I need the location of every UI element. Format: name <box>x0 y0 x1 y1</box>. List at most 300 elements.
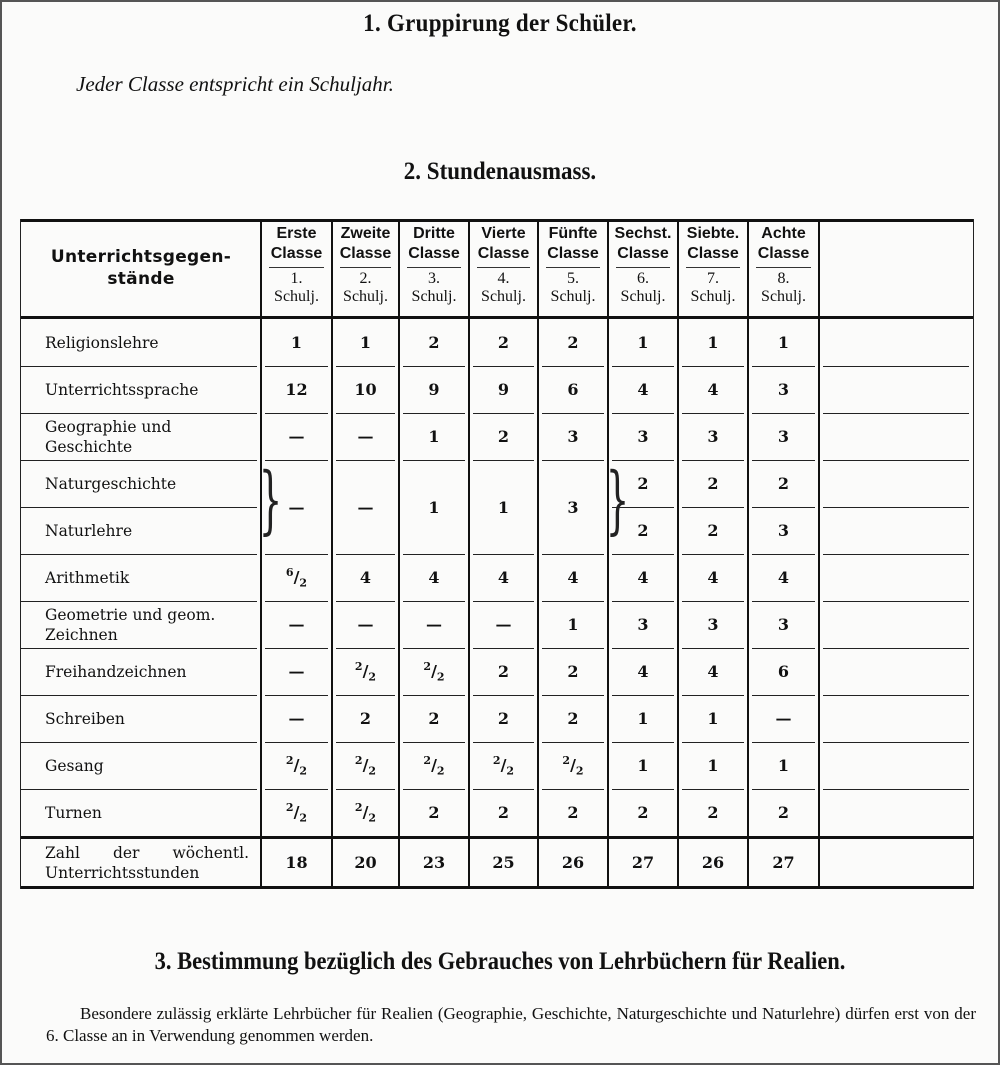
total-cell <box>469 839 538 886</box>
cell-value: 2 <box>637 521 649 540</box>
subject-label <box>45 695 255 742</box>
table-cell <box>469 648 538 695</box>
cell-value: 2 <box>497 709 510 728</box>
cell-value: 4 <box>777 568 790 587</box>
class-year-separator <box>546 267 600 268</box>
cell-value: 1 <box>428 497 440 517</box>
cell-value: — <box>357 427 374 446</box>
subject-label-text <box>45 568 129 588</box>
fraction-slash: / <box>431 661 437 681</box>
table-cell <box>469 366 538 413</box>
class-column-header <box>469 221 538 316</box>
fraction-numerator: 2 <box>285 800 294 814</box>
table-cell <box>678 742 748 789</box>
table-cell <box>608 742 678 789</box>
table-cell <box>399 695 469 742</box>
class-name-line1: Vierte <box>481 225 526 242</box>
table-cell <box>748 460 819 507</box>
table-cell <box>332 789 399 836</box>
row-rule <box>823 601 969 602</box>
cell-value: 4 <box>707 380 719 399</box>
fraction-denominator: 2 <box>368 811 377 825</box>
table-cell <box>261 648 332 695</box>
subject-line: Gesang <box>45 756 104 775</box>
school-year-label: Schulj. <box>620 288 666 305</box>
school-year-label: Schulj. <box>343 288 388 305</box>
class-name-line2: Classe <box>757 245 810 262</box>
total-cell <box>678 839 748 886</box>
table-cell <box>399 601 469 648</box>
cell-value: 1 <box>637 756 649 775</box>
cell-value: 2 <box>497 803 510 822</box>
table-cell <box>538 413 608 460</box>
table-cell <box>748 366 819 413</box>
subject-label <box>45 413 255 460</box>
table-cell <box>261 366 332 413</box>
table-cell <box>608 789 678 836</box>
school-year <box>551 270 596 306</box>
total-value: 23 <box>422 853 446 872</box>
cell-value <box>423 754 444 778</box>
table-cell <box>678 460 748 507</box>
cell-value: — <box>426 615 442 634</box>
total-label-line: Zahl der wöchentl. <box>45 843 249 862</box>
cell-value: 3 <box>777 380 790 399</box>
class-name-line2: Classe <box>547 245 599 262</box>
table-cell <box>261 695 332 742</box>
subject-label <box>45 319 255 366</box>
class-column-header <box>748 221 819 316</box>
subject-line: Geometrie und geom. <box>45 605 216 624</box>
table-cell <box>332 648 399 695</box>
table-cell <box>678 601 748 648</box>
cell-value <box>286 801 307 825</box>
fraction-denominator: 2 <box>299 764 308 778</box>
cell-value: — <box>288 427 305 446</box>
class-column-header <box>332 221 399 316</box>
cell-value: — <box>357 615 374 634</box>
cell-value: — <box>288 615 305 634</box>
class-name <box>547 221 599 264</box>
cell-value: 4 <box>707 568 719 587</box>
cell-value: 2 <box>707 474 719 493</box>
table-cell <box>399 319 469 366</box>
table-cell <box>261 554 332 601</box>
cell-value: 1 <box>567 615 579 634</box>
fraction-numerator: 2 <box>354 800 363 814</box>
class-name-line1: Sechst. <box>614 225 672 242</box>
cell-value: 4 <box>637 568 649 587</box>
school-year-label: Schulj. <box>274 288 319 305</box>
fraction-denominator: 2 <box>506 764 515 778</box>
table-cell-merged <box>538 460 608 554</box>
row-rule <box>823 413 969 414</box>
school-year-number: 6. <box>636 270 649 287</box>
cell-value: 1 <box>777 756 790 775</box>
class-column-header <box>608 221 678 316</box>
section-1-text: Jeder Classe entspricht ein Schuljahr. <box>76 72 394 96</box>
fraction-denominator: 2 <box>575 764 584 778</box>
cell-value: 3 <box>707 615 719 634</box>
fraction-denominator: 2 <box>436 764 445 778</box>
table-cell <box>678 789 748 836</box>
cell-value: 4 <box>707 662 719 681</box>
cell-value: 4 <box>637 662 649 681</box>
row-rule <box>823 554 969 555</box>
table-cell <box>261 742 332 789</box>
fraction-denominator: 2 <box>299 576 308 590</box>
cell-value: 3 <box>637 615 649 634</box>
table-cell <box>678 413 748 460</box>
total-value: 27 <box>772 853 795 872</box>
school-year <box>481 270 526 306</box>
table-cell <box>608 554 678 601</box>
class-year-separator <box>477 267 530 268</box>
total-cell <box>608 839 678 886</box>
table-cell <box>748 742 819 789</box>
subject-line: Unterrichtssprache <box>45 380 199 399</box>
total-label-text <box>45 843 249 883</box>
table-cell <box>538 601 608 648</box>
class-name-line1: Erste <box>276 225 317 242</box>
section-2-heading: 2. Stundenausmass. <box>403 158 597 185</box>
subject-label-text <box>45 380 198 400</box>
subject-label-text <box>45 474 176 494</box>
class-column-header <box>399 221 469 316</box>
table-cell <box>332 742 399 789</box>
class-name-line1: Siebte. <box>686 225 740 242</box>
cell-value <box>286 566 307 590</box>
table-cell-merged <box>399 460 469 554</box>
class-year-separator <box>756 267 811 268</box>
fraction-slash: / <box>362 661 369 681</box>
row-rule <box>823 366 969 367</box>
cell-value: 4 <box>428 568 440 587</box>
cell-value: 2 <box>777 803 790 822</box>
cell-value: 2 <box>428 333 440 352</box>
brace-right: } <box>605 457 630 543</box>
table-cell <box>332 695 399 742</box>
class-name-line1: Dritte <box>413 225 455 242</box>
cell-value: — <box>288 662 305 681</box>
cell-value: 2 <box>567 803 579 822</box>
class-name <box>271 221 323 264</box>
table-cell <box>748 507 819 554</box>
row-rule <box>823 789 969 790</box>
fraction-slash: / <box>362 802 369 822</box>
table-cell <box>469 742 538 789</box>
school-year-number: 8. <box>777 270 790 287</box>
subject-label-text <box>45 756 104 776</box>
total-value: 26 <box>701 853 725 872</box>
class-name-line2: Classe <box>617 245 669 262</box>
cell-value: 3 <box>777 427 790 446</box>
table-cell <box>748 601 819 648</box>
table-cell <box>399 742 469 789</box>
table-cell <box>399 648 469 695</box>
table-cell <box>748 319 819 366</box>
table-cell-merged <box>469 460 538 554</box>
cell-value <box>355 754 376 778</box>
cell-value <box>355 801 376 825</box>
cell-value <box>493 754 514 778</box>
table-cell <box>538 648 608 695</box>
fraction-denominator: 2 <box>299 811 308 825</box>
cell-value: 1 <box>777 333 790 352</box>
table-cell <box>399 554 469 601</box>
table-cell <box>469 695 538 742</box>
school-year <box>691 270 736 306</box>
fraction-numerator: 2 <box>285 753 294 767</box>
cell-value: — <box>495 615 512 634</box>
total-value: 20 <box>354 853 377 872</box>
fraction-slash: / <box>293 755 300 775</box>
row-rule <box>823 742 969 743</box>
subject-header-line: stände <box>107 268 175 289</box>
cell-value: 4 <box>497 568 510 587</box>
cell-value: 3 <box>567 427 579 446</box>
school-year-number: 1. <box>290 270 303 287</box>
total-value: 18 <box>285 853 308 872</box>
class-column-header <box>678 221 748 316</box>
table-cell <box>748 554 819 601</box>
brace-left: } <box>258 457 283 543</box>
cell-value: 3 <box>777 521 790 540</box>
subject-label-text <box>45 803 102 823</box>
table-cell <box>678 648 748 695</box>
total-cell <box>748 839 819 886</box>
table-cell <box>399 789 469 836</box>
hours-table <box>20 219 974 889</box>
total-label <box>45 839 249 886</box>
cell-value: 2 <box>428 709 440 728</box>
table-cell <box>261 789 332 836</box>
subject-line: Freihandzeichnen <box>45 662 187 681</box>
school-year <box>621 270 666 306</box>
school-year <box>343 270 388 306</box>
total-value: 27 <box>631 853 655 872</box>
table-cell <box>538 366 608 413</box>
cell-value: 1 <box>428 427 440 446</box>
cell-value: 4 <box>637 380 649 399</box>
class-name <box>615 221 672 264</box>
table-cell <box>332 554 399 601</box>
cell-value: 2 <box>567 333 579 352</box>
table-cell <box>678 507 748 554</box>
subject-line: Religionslehre <box>45 333 159 352</box>
subject-label <box>45 789 255 836</box>
cell-value <box>423 660 444 684</box>
cell-value: 2 <box>497 662 510 681</box>
table-cell <box>399 413 469 460</box>
class-year-separator <box>340 267 391 268</box>
subject-label-text <box>45 417 171 457</box>
table-cell <box>332 319 399 366</box>
subject-label <box>45 366 255 413</box>
total-cell <box>399 839 469 886</box>
class-name-line2: Classe <box>270 245 323 262</box>
subject-line: Geschichte <box>45 437 133 456</box>
class-name-line2: Classe <box>687 245 739 262</box>
fraction-numerator: 2 <box>492 753 501 767</box>
cell-value: 6 <box>777 662 790 681</box>
school-year-label: Schulj. <box>481 288 526 305</box>
table-cell <box>469 601 538 648</box>
table-cell <box>678 554 748 601</box>
subject-label <box>45 554 255 601</box>
table-cell <box>538 742 608 789</box>
cell-value: 1 <box>707 709 719 728</box>
fraction-numerator: 6 <box>285 565 294 579</box>
table-cell <box>538 319 608 366</box>
class-name-line2: Classe <box>339 245 392 262</box>
class-name-line1: Achte <box>761 225 806 242</box>
table-cell <box>538 695 608 742</box>
cell-value: 3 <box>777 615 790 634</box>
subject-label-text <box>45 521 132 541</box>
subject-label <box>45 460 255 507</box>
table-cell-merged <box>332 460 399 554</box>
table-cell <box>608 319 678 366</box>
subject-label-text <box>45 709 125 729</box>
class-column-header <box>261 221 332 316</box>
cell-value: 10 <box>354 380 377 399</box>
subject-line: Naturgeschichte <box>45 474 177 493</box>
subject-label <box>45 507 255 554</box>
table-cell <box>608 366 678 413</box>
table-cell <box>608 601 678 648</box>
cell-value: 1 <box>637 333 649 352</box>
fraction-slash: / <box>500 755 507 775</box>
fraction-numerator: 2 <box>423 659 432 673</box>
table-cell <box>608 648 678 695</box>
class-name <box>687 221 739 264</box>
table-cell <box>678 695 748 742</box>
table-bottom-rule <box>21 886 973 889</box>
class-column-header <box>538 221 608 316</box>
fraction-slash: / <box>362 755 369 775</box>
cell-value: 2 <box>428 803 440 822</box>
row-rule <box>823 460 969 461</box>
class-year-separator <box>407 267 461 268</box>
table-cell <box>748 413 819 460</box>
row-rule <box>823 648 969 649</box>
fraction-numerator: 2 <box>562 753 571 767</box>
fraction-denominator: 2 <box>436 670 445 684</box>
cell-value <box>286 754 307 778</box>
cell-value: 1 <box>707 756 719 775</box>
section-3-text: Besondere zulässig erklärte Lehrbücher für Realien (Geographie, Geschichte, Naturgeschichte und Naturlehre) dürfen erst von der 6. Classe an in Verwendung genommen werden. <box>46 1004 976 1045</box>
cell-value: 2 <box>359 709 372 728</box>
total-cell <box>261 839 332 886</box>
cell-value: — <box>775 709 792 728</box>
table-cell <box>469 413 538 460</box>
table-cell <box>678 366 748 413</box>
fraction-slash: / <box>293 567 300 587</box>
cell-value: — <box>288 709 305 728</box>
cell-value: 1 <box>359 333 372 352</box>
subject-line: Schreiben <box>45 709 125 728</box>
subject-line: Naturlehre <box>45 521 133 540</box>
section-1-heading: 1. Gruppirung der Schüler. <box>363 10 637 37</box>
subject-label-text <box>45 605 215 645</box>
table-cell <box>538 789 608 836</box>
school-year-label: Schulj. <box>690 288 736 305</box>
table-cell <box>608 413 678 460</box>
school-year-number: 5. <box>566 270 579 287</box>
subject-label <box>45 742 255 789</box>
cell-value: 2 <box>567 662 579 681</box>
cell-value: 12 <box>285 380 308 399</box>
subject-label <box>45 648 255 695</box>
class-year-separator <box>269 267 324 268</box>
row-rule <box>823 507 969 508</box>
cell-value <box>355 660 376 684</box>
school-year-label: Schulj. <box>761 288 806 305</box>
cell-value: 2 <box>497 427 510 446</box>
subject-column-header <box>21 219 261 316</box>
table-cell <box>332 413 399 460</box>
subject-line: Turnen <box>45 803 102 822</box>
school-year-label: Schulj. <box>550 288 596 305</box>
row-rule <box>823 695 969 696</box>
cell-value: 4 <box>359 568 372 587</box>
class-year-separator <box>616 267 670 268</box>
cell-value: 2 <box>777 474 790 493</box>
class-name-line1: Zweite <box>340 225 391 242</box>
cell-value: 2 <box>567 709 579 728</box>
section-3-heading: 3. Bestimmung bezüglich des Gebrauches von Lehrbüchern für Realien. <box>154 948 846 975</box>
subject-label-text <box>45 333 159 353</box>
cell-value: 1 <box>290 333 303 352</box>
school-year-label: Schulj. <box>411 288 457 305</box>
table-cell <box>261 413 332 460</box>
fraction-numerator: 2 <box>354 753 363 767</box>
subject-label-text <box>45 662 187 682</box>
table-cell <box>469 319 538 366</box>
cell-value: 2 <box>637 803 649 822</box>
total-cell <box>538 839 608 886</box>
table-cell <box>748 695 819 742</box>
fraction-slash: / <box>431 755 437 775</box>
cell-value: 1 <box>497 497 510 517</box>
school-year <box>412 270 457 306</box>
class-name-line1: Fünfte <box>548 225 598 242</box>
cell-value: 1 <box>637 709 649 728</box>
total-value: 25 <box>492 853 515 872</box>
table-cell <box>332 601 399 648</box>
school-year-number: 3. <box>427 270 440 287</box>
fraction-numerator: 2 <box>354 659 363 673</box>
table-cell <box>261 601 332 648</box>
cell-value: 2 <box>707 521 719 540</box>
table-cell <box>538 554 608 601</box>
table-cell <box>332 366 399 413</box>
fraction-denominator: 2 <box>368 670 377 684</box>
table-cell <box>748 648 819 695</box>
class-name-line2: Classe <box>477 245 530 262</box>
subject-line: Arithmetik <box>45 568 130 587</box>
table-cell <box>399 366 469 413</box>
total-label-line: Unterrichtsstunden <box>45 863 200 882</box>
school-year-number: 4. <box>497 270 510 287</box>
table-cell <box>469 789 538 836</box>
total-cell <box>332 839 399 886</box>
school-year-number: 2. <box>359 270 372 287</box>
class-name <box>478 221 530 264</box>
cell-value: 2 <box>497 333 510 352</box>
cell-value: — <box>288 497 305 517</box>
